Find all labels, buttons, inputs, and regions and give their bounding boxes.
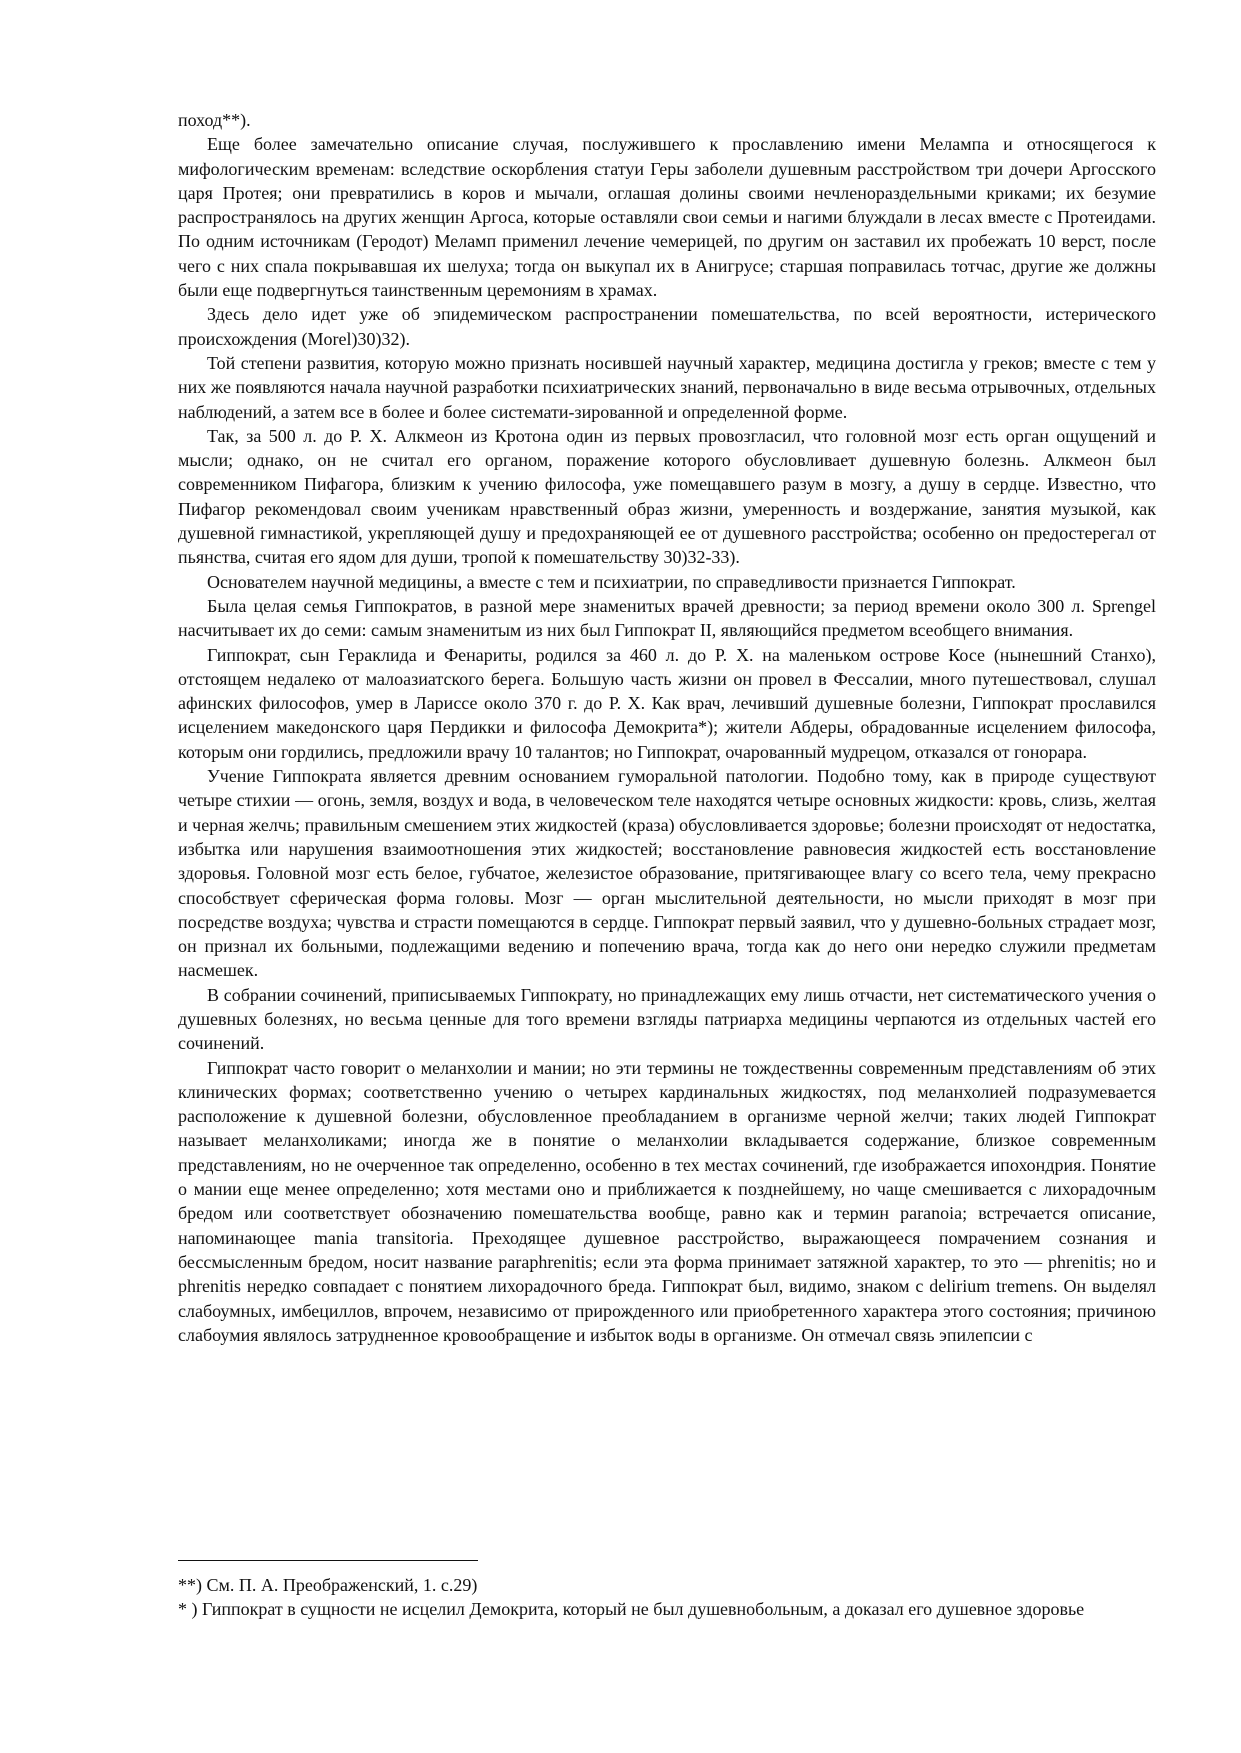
footnote: **) См. П. А. Преображенский, 1. с.29) [178, 1575, 478, 1595]
paragraph: Той степени развития, которую можно признать носившей научный характер, медицина достигла у греков; вместе с тем у них же появляются начала научной разработки психиатрических знаний, первоначально в виде весьма отрывочных, отдельных наблюдений, а затем все в более и более системати-зированной и определенной форме. [178, 352, 1156, 422]
paragraph: Здесь дело идет уже об эпидемическом распространении помешательства, по всей вероятности, истерического происхождения (Morel)30)32). [178, 304, 1156, 349]
paragraph: Еще более замечательно описание случая, послужившего к прославлению имени Мелампа и относящегося к мифологическим временам: вследствие оскорбления статуи Геры заболели душевным расстройством три дочери Аргосского царя Протея; они превратились в коров и мычали, оглашая долины своими нечленораздельными криками; их безумие распространялось на других женщин Аргоса, которые оставляли свои семьи и нагими блуждали в лесах вместе с Протеидами. По одним источникам (Геродот) Меламп применил лечение чемерицей, по другим он заставил их пробежать 10 верст, после чего с них спала покрывавшая их шелуха; тогда он выкупал их в Анигрусе; старшая поправилась тотчас, другие же должны были еще подвергнуться таинственным церемониям в храмах. [178, 134, 1156, 301]
paragraph: Была целая семья Гиппократов, в разной мере знаменитых врачей древности; за период времени около 300 л. Sprengel насчитывает их до семи: самым знаменитым из них был Гиппократ II, являющийся предметом всеобщего внимания. [178, 595, 1156, 641]
main-text [178, 108, 1156, 1347]
paragraph: Основателем научной медицины, а вместе с тем и психиатрии, по справедливости признается Гиппократ. [207, 571, 1016, 592]
paragraph: поход**). [178, 110, 251, 130]
paragraph: Гиппократ часто говорит о меланхолии и мании; но эти термины не тождественны современным представлениям об этих клинических формах; соответственно учению о четырех кардинальных жидкостях, под меланхолией подразумевается расположение к душевной болезни, обусловленное преобладанием в организме черной желчи; таких людей Гиппократ называет меланхоликами; иногда же в понятие о меланхолии вкладывается содержание, близкое современным представлениям, но не очерченное так определенно, особенно в тех местах сочинений, где изображается ипохондрия. Понятие о мании еще менее определенно; хотя местами оно и приближается к позднейшему, но чаще смешивается с лихорадочным бредом или соответствует обозначению помешательства вообще, равно как и термин paranoia; встречается описание, напоминающее mania transitoria. Преходящее душевное расстройство, выражающееся помрачением сознания и бессмысленным бредом, носит название paraphrenitis; если эта форма принимает затяжной характер, то это — phrenitis; но и phrenitis нередко совпадает с понятием лихорадочного бреда. Гиппократ был, видимо, знаком с delirium tremens. Он выделял слабоумных, имбециллов, впрочем, независимо от прирожденного или приобретенного характера этого состояния; причиною слабоумия являлось затрудненное кровообращение и избыток воды в организме. Он отмечал связь эпилепсии с [178, 1057, 1156, 1345]
paragraph: Учение Гиппократа является древним основанием гуморальной патологии. Подобно тому, как в природе существуют четыре стихии — огонь, земля, воздух и вода, в человеческом теле находятся четыре основных жидкости: кровь, слизь, желтая и черная желчь; правильным смешением этих жидкостей (краза) обусловливается здоровье; болезни происходят от недостатка, избытка или нарушения взаимоотношения этих жидкостей; восстановление равновесия жидкостей есть восстановление здоровья. Головной мозг есть белое, губчатое, железистое образование, притягивающее влагу со всего тела, чему прекрасно способствует сферическая форма головы. Мозг — орган мыслительной деятельности, но мысли приходят в мозг при посредстве воздуха; чувства и страсти помещаются в сердце. Гиппократ первый заявил, что у душевно-больных страдает мозг, он признал их больными, подлежащими ведению и попечению врача, тогда как до него они нередко служили предметам насмешек. [178, 766, 1156, 981]
paragraph: Так, за 500 л. до Р. Х. Алкмеон из Кротона один из первых провозгласил, что головной мозг есть орган ощущений и мысли; однако, он не считал его органом, поражение которого обусловливает душевную болезнь. Алкмеон был современником Пифагора, близким к учению философа, уже помещавшего разум в мозгу, а душу в сердце. Известно, что Пифагор рекомендовал своим ученикам нравственный образ жизни, умеренность и воздержание, занятия музыкой, как душевной гимнастикой, укрепляющей душу и предохраняющей ее от душевного расстройства; особенно он предостерегал от пьянства, считая его ядом для души, тропой к помешательству 30)32-33). [178, 425, 1156, 568]
footnote: * ) Гиппократ в сущности не исцелил Демокрита, который не был душевнобольным, а доказал его душевное здоровье [178, 1599, 1085, 1619]
footnotes [178, 1560, 1156, 1621]
paragraph: Гиппократ, сын Гераклида и Фенариты, родился за 460 л. до Р. Х. на маленьком острове Косе (нынешний Станхо), отстоящем недалеко от малоазиатского берега. Большую часть жизни он провел в Фессалии, много путешествовал, слушал афинских философов, умер в Лариссе около 370 г. до Р. Х. Как врач, лечивший душевные болезни, Гиппократ прославился исцелением македонского царя Пердикки и философа Демокрита*); жители Абдеры, обрадованные исцелением философа, которым они гордились, предложили врачу 10 талантов; но Гиппократ, очарованный мудрецом, отказался от гонорара. [178, 644, 1156, 762]
paragraph: В собрании сочинений, приписываемых Гиппократу, но принадлежащих ему лишь отчасти, нет систематического учения о душевных болезнях, но весьма ценные для того времени взгляды патриарха медицины черпаются из отдельных частей его сочинений. [178, 984, 1156, 1054]
footnote-divider [178, 1560, 478, 1561]
